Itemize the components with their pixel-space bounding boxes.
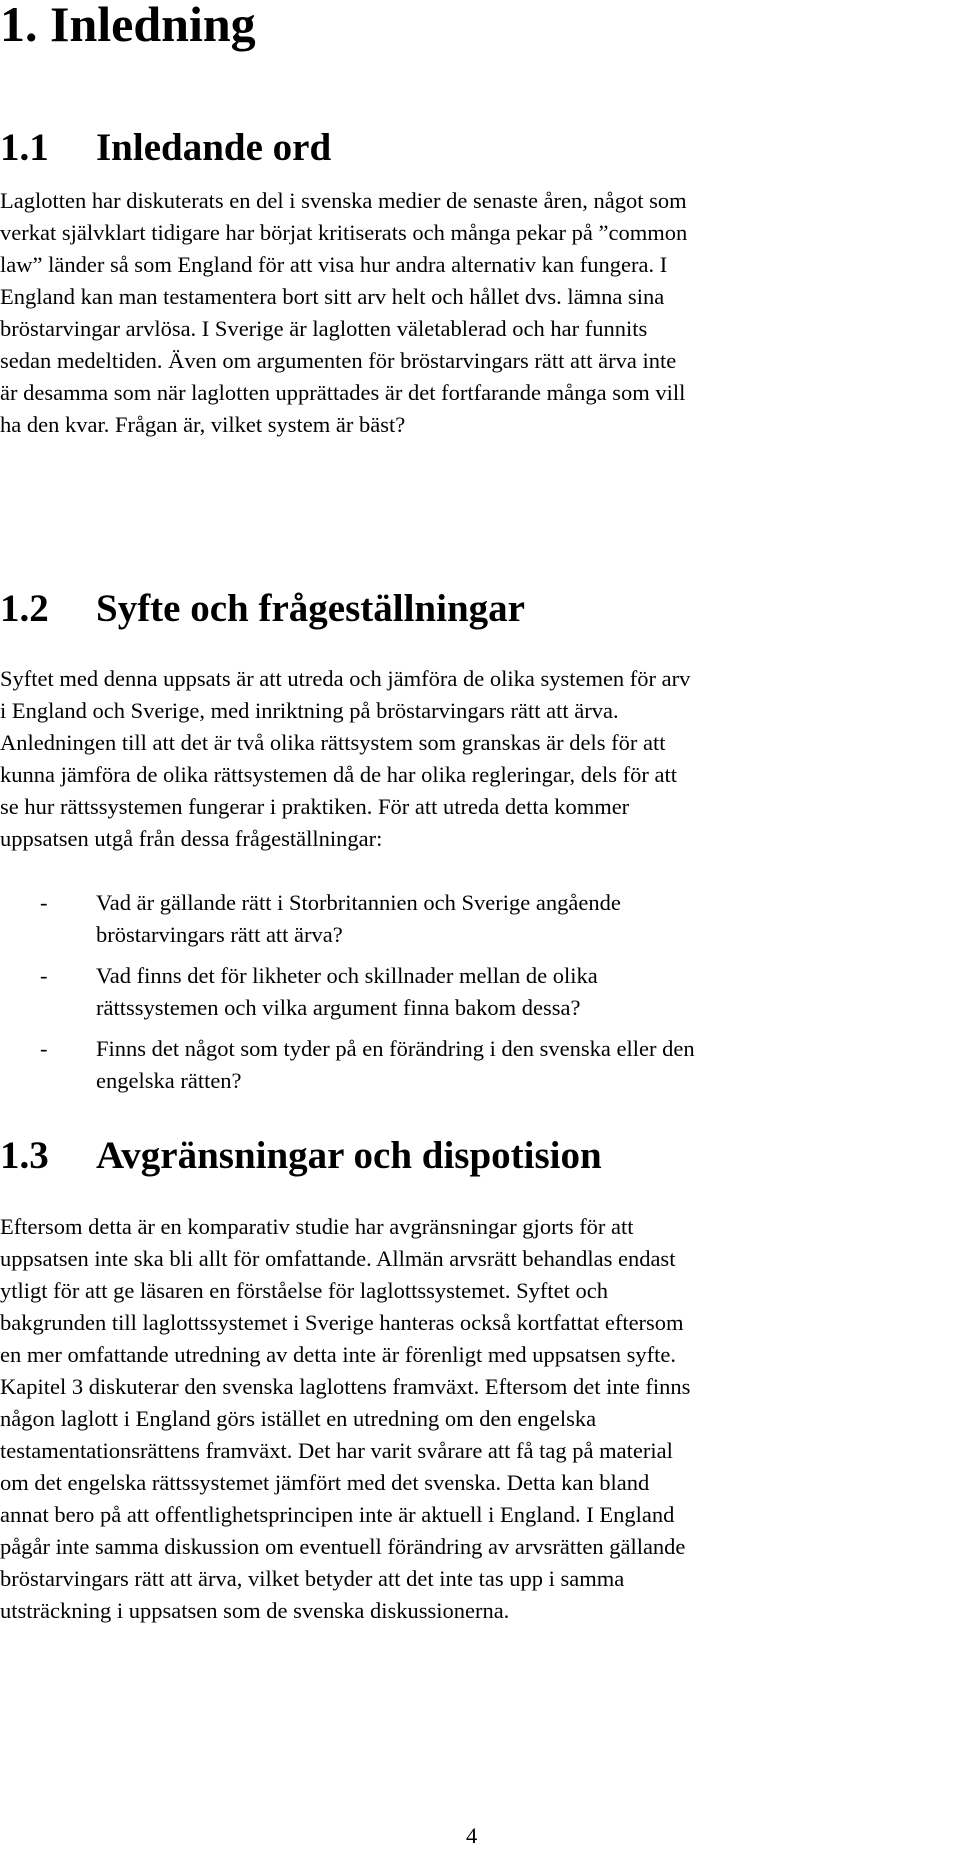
text-line: Kapitel 3 diskuterar den svenska laglottens framväxt. Eftersom det inte finns	[0, 1374, 691, 1399]
text-line: Anledningen till att det är två olika rättsystem som granskas är dels för att	[0, 730, 666, 755]
text-line: i England och Sverige, med inriktning på bröstarvingars rätt att ärva.	[0, 698, 619, 723]
text-line: Finns det något som tyder på en förändring i den svenska eller den	[96, 1036, 695, 1061]
text-line: rättssystemen och vilka argument finna bakom dessa?	[96, 995, 581, 1020]
text-line: kunna jämföra de olika rättsystemen då de har olika regleringar, dels för att	[0, 762, 677, 787]
text-line: annat bero på att offentlighetsprincipen inte är aktuell i England. I England	[0, 1502, 675, 1527]
list-item-text	[96, 887, 621, 951]
page-number: 4	[466, 1823, 478, 1848]
text-line: en mer omfattande utredning av detta inte är förenligt med uppsatsen syfte.	[0, 1342, 677, 1367]
text-line: engelska rätten?	[96, 1068, 242, 1093]
text-line: är desamma som när laglotten upprättades är det fortfarande många som vill	[0, 380, 686, 405]
section-number: 1.2	[0, 587, 49, 630]
text-line: utsträckning i uppsatsen som de svenska diskussionerna.	[0, 1598, 510, 1623]
section-number: 1.3	[0, 1134, 49, 1177]
text-line: ha den kvar. Frågan är, vilket system är bäst?	[0, 412, 406, 437]
text-line: England kan man testamentera bort sitt arv helt och hållet dvs. lämna sina	[0, 284, 665, 309]
section-heading-1-1	[0, 124, 331, 172]
section-title: Inledande ord	[96, 126, 332, 169]
text-line: testamentationsrättens framväxt. Det har varit svårare att få tag på material	[0, 1438, 673, 1463]
text-line: Vad är gällande rätt i Storbritannien och Sverige angående	[96, 890, 621, 915]
section-title: Avgränsningar och dispotision	[96, 1134, 602, 1177]
list-dash: -	[40, 890, 48, 915]
paragraph-avgransningar	[0, 1211, 955, 1627]
list-item-text	[96, 1033, 695, 1097]
paragraph-inledande-ord	[0, 185, 955, 441]
text-line: uppsatsen utgå från dessa frågeställningar:	[0, 826, 383, 851]
section-title: Syfte och frågeställningar	[96, 587, 525, 630]
section-heading-1-2	[0, 585, 525, 633]
text-line: om det engelska rättssystemet jämfört med det svenska. Detta kan bland	[0, 1470, 650, 1495]
text-line: sedan medeltiden. Även om argumenten för bröstarvingars rätt att ärva inte	[0, 348, 677, 373]
chapter-title: 1. Inledning	[0, 0, 256, 52]
text-line: Syftet med denna uppsats är att utreda och jämföra de olika systemen för arv	[0, 666, 691, 691]
text-line: bakgrunden till laglottssystemet i Sverige hanteras också kortfattat eftersom	[0, 1310, 684, 1335]
section-number: 1.1	[0, 126, 49, 169]
list-dash: -	[40, 1036, 48, 1061]
text-line: bröstarvingars rätt att ärva, vilket betyder att det inte tas upp i samma	[0, 1566, 625, 1591]
text-line: någon laglott i England görs istället en utredning om den engelska	[0, 1406, 597, 1431]
text-line: se hur rättssystemen fungerar i praktiken. För att utreda detta kommer	[0, 794, 630, 819]
text-line: ytligt för att ge läsaren en förståelse för laglottssystemet. Syftet och	[0, 1278, 608, 1303]
text-line: bröstarvingar arvlösa. I Sverige är laglotten väletablerad och har funnits	[0, 316, 648, 341]
text-line: law” länder så som England för att visa hur andra alternativ kan fungera. I	[0, 252, 668, 277]
text-line: Vad finns det för likheter och skillnader mellan de olika	[96, 963, 598, 988]
list-item-text	[96, 960, 598, 1024]
section-heading-1-3	[0, 1132, 602, 1180]
paragraph-syfte	[0, 663, 955, 855]
list-dash: -	[40, 963, 48, 988]
text-line: uppsatsen inte ska bli allt för omfattande. Allmän arvsrätt behandlas endast	[0, 1246, 676, 1271]
text-line: verkat självklart tidigare har börjat kritiserats och många pekar på ”common	[0, 220, 688, 245]
text-line: bröstarvingars rätt att ärva?	[96, 922, 343, 947]
text-line: Laglotten har diskuterats en del i svenska medier de senaste åren, något som	[0, 188, 687, 213]
text-line: pågår inte samma diskussion om eventuell förändring av arvsrätten gällande	[0, 1534, 686, 1559]
text-line: Eftersom detta är en komparativ studie har avgränsningar gjorts för att	[0, 1214, 634, 1239]
